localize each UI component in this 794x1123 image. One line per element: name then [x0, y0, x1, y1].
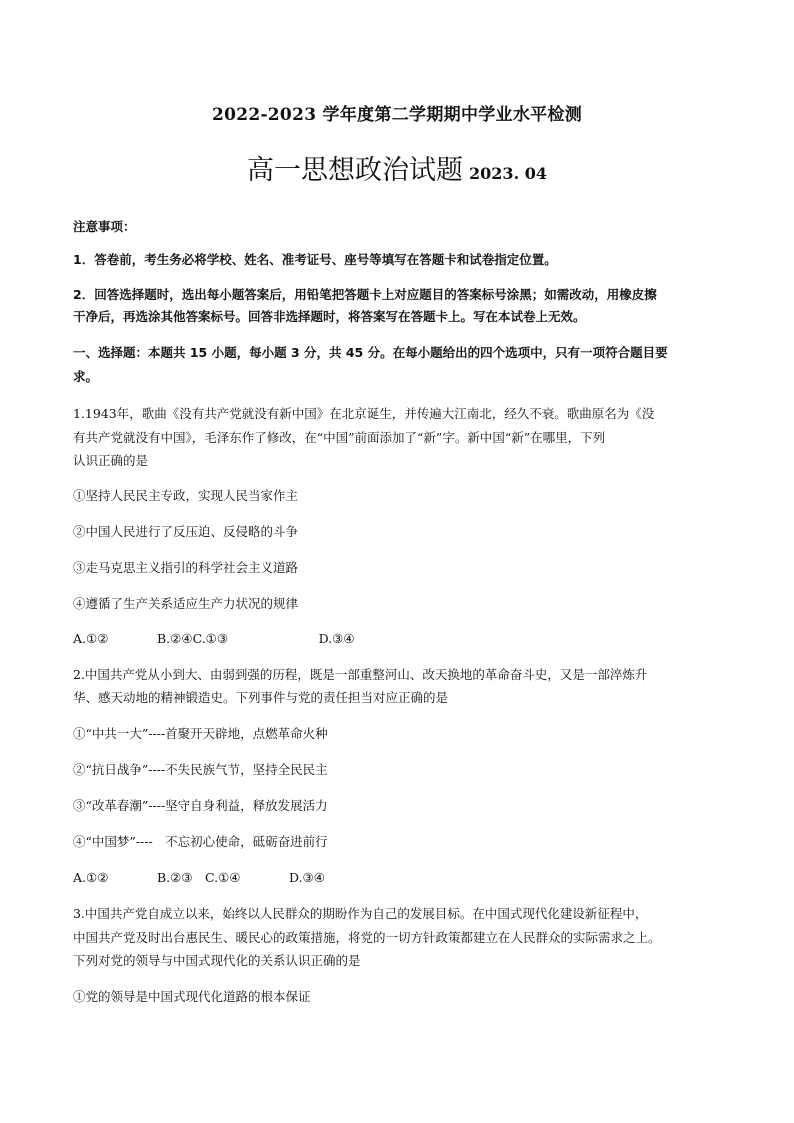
- q1-statement-3: ③走马克思主义指引的科学社会主义道路: [73, 560, 299, 575]
- q3-stem-line-2: 中国共产党及时出台惠民生、暖民心的政策措施，将党的一切方针政策都建立在人民群众的实际需求之上。: [73, 930, 661, 945]
- exam-date: 2023. 04: [469, 164, 547, 183]
- notice-item-2-line-1: 2．回答选择题时，选出每小题答案后，用铅笔把答题卡上对应题目的答案标号涂黑；如需改动，用橡皮擦: [73, 287, 657, 302]
- q2-options: [73, 866, 733, 889]
- q2-statement-4: ④“中国梦”---- 不忘初心使命，砥砺奋进前行: [73, 834, 328, 849]
- section-heading-line-1: 一、选择题：本题共 15 小题，每小题 3 分，共 45 分。在每小题给出的四个选项中，只有一项符合题目要: [73, 345, 668, 360]
- notice-item-1: 1．答卷前，考生务必将学校、姓名、准考证号、座号等填写在答题卡和试卷指定位置。: [73, 252, 557, 267]
- q1-option-a[interactable]: A.①②: [73, 631, 109, 646]
- q3-stem-line-1: 3.中国共产党自成立以来，始终以人民群众的期盼作为自己的发展目标。在中国式现代化建设新征程中，: [73, 906, 648, 921]
- q2-stem-line-1: 2.中国共产党从小到大、由弱到强的历程，既是一部重整河山、改天换地的革命奋斗史，又是一部淬炼升: [73, 667, 648, 682]
- q1-statement-2: ②中国人民进行了反压迫、反侵略的斗争: [73, 524, 299, 539]
- subject-name: 高一思想政治试题: [247, 155, 464, 186]
- q2-option-c[interactable]: C.①④: [205, 870, 241, 885]
- q3-statement-1: ①党的领导是中国式现代化道路的根本保证: [73, 989, 311, 1004]
- q1-option-d[interactable]: D.③④: [318, 631, 355, 646]
- q1-stem-line-3: 认识正确的是: [73, 453, 149, 468]
- q1-option-b[interactable]: B.②④: [157, 631, 193, 646]
- q3-stem-line-3: 下列对党的领导与中国式现代化的关系认识正确的是: [73, 953, 361, 968]
- q2-stem-line-2: 华、感天动地的精神锻造史。下列事件与党的责任担当对应正确的是: [73, 690, 449, 705]
- q1-option-c[interactable]: C.①③: [192, 631, 229, 646]
- q2-option-b[interactable]: B.②③: [157, 870, 193, 885]
- q2-statement-3: ③“改革春潮”----坚守自身利益，释放发展活力: [73, 798, 328, 813]
- notice-heading: 注意事项：: [73, 219, 136, 234]
- q1-stem-line-1: 1.1943年，歌曲《没有共产党就没有新中国》在北京诞生，并传遍大江南北，经久不衰。歌曲原名为《没: [73, 406, 655, 421]
- q1-statement-1: ①坚持人民民主专政，实现人民当家作主: [73, 488, 299, 503]
- q2-statement-2: ②“抗日战争”----不失民族气节，坚持全民民主: [73, 762, 328, 777]
- exam-header-title: 2022-2023 学年度第二学期期中学业水平检测: [211, 105, 583, 125]
- exam-subject-title: [0, 148, 794, 187]
- q1-options: [73, 627, 733, 650]
- q1-statement-4: ④遵循了生产关系适应生产力状况的规律: [73, 596, 299, 611]
- section-heading-line-2: 求。: [73, 369, 99, 384]
- notice-item-2-line-2: 干净后，再选涂其他答案标号。回答非选择题时，将答案写在答题卡上。写在本试卷上无效。: [73, 309, 586, 324]
- q1-stem-line-2: 有共产党就没有中国》，毛泽东作了修改，在“中国”前面添加了“新”字。新中国“新”在哪里，下列: [73, 430, 606, 445]
- q2-option-a[interactable]: A.①②: [73, 870, 109, 885]
- q2-statement-1: ①“中共一大”----首聚开天辟地，点燃革命火种: [73, 726, 328, 741]
- q2-option-d[interactable]: D.③④: [289, 870, 325, 885]
